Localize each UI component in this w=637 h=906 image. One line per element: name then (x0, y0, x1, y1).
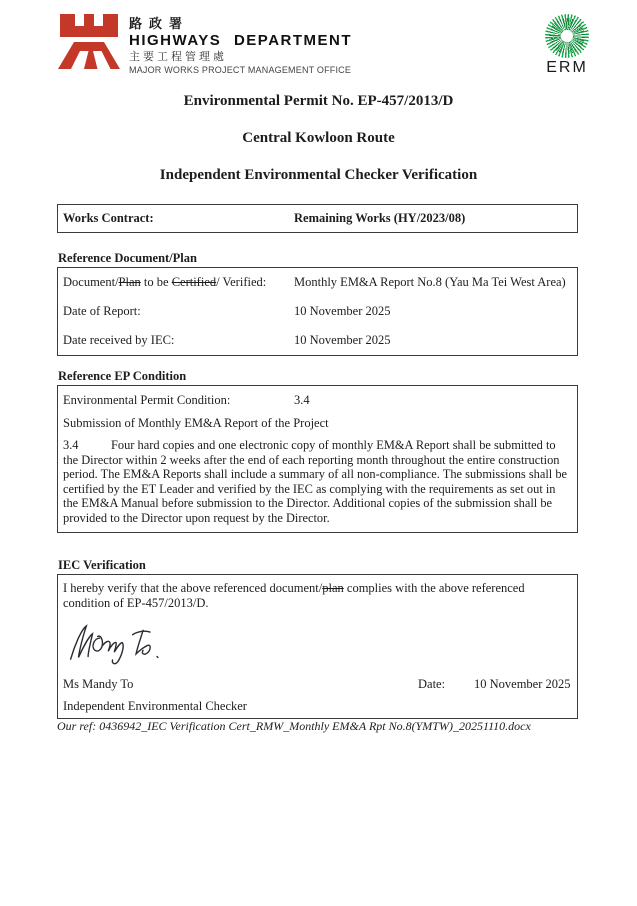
signatory-name: Ms Mandy To (63, 677, 134, 691)
document-title: Independent Environmental Checker Verification (159, 167, 478, 183)
verification-statement: I hereby verify that the above referenced document/plan complies with the above referenced condition of EP-457/2013/D. (63, 581, 525, 610)
date-value: 10 November 2025 (474, 677, 571, 691)
date-of-report-value: 10 November 2025 (294, 304, 391, 318)
date-of-report-row (58, 297, 577, 326)
date-of-report-label: Date of Report: (63, 304, 141, 318)
erm-starburst-icon (545, 14, 589, 58)
highways-department-block (58, 12, 352, 75)
agency-name-en: HIGHWAYS DEPARTMENT (129, 31, 353, 49)
reference-ep-condition-box (57, 385, 578, 533)
works-contract-label: Works Contract: (63, 211, 154, 225)
ep-condition-value: 3.4 (294, 393, 310, 407)
date-label: Date: (418, 677, 446, 691)
document-verified-label: Document/Plan to be Certified/ Verified: (63, 275, 267, 289)
date-received-label: Date received by IEC: (63, 333, 175, 347)
ep-clause-paragraph (58, 438, 577, 526)
signature-image (64, 619, 182, 667)
reference-document-box (57, 267, 578, 356)
date-received-value: 10 November 2025 (294, 333, 391, 347)
our-ref-line: Our ref: 0436942_IEC Verification Cert_RMW_Monthly EM&A Rpt No.8(YMTW)_20251110.docx (57, 719, 531, 733)
date-received-row (58, 326, 577, 355)
page-header (58, 12, 589, 77)
permit-title: Environmental Permit No. EP-457/2013/D (183, 93, 454, 109)
works-contract-box (57, 204, 578, 233)
iec-verification-heading: IEC Verification (58, 558, 146, 572)
project-title: Central Kowloon Route (242, 130, 395, 146)
reference-document-heading: Reference Document/Plan (58, 251, 197, 265)
ep-condition-label: Environmental Permit Condition: (63, 393, 231, 407)
office-name-en: MAJOR WORKS PROJECT MANAGEMENT OFFICE (129, 64, 352, 75)
struck-plan-text: Plan (118, 275, 141, 289)
erm-logo-block (545, 14, 589, 77)
works-contract-row (58, 205, 577, 231)
ep-condition-title: Submission of Monthly EM&A Report of the Project (63, 416, 329, 430)
iec-verification-box (57, 574, 578, 719)
document-verified-value: Monthly EM&A Report No.8 (Yau Ma Tei West Area) (294, 275, 566, 289)
highways-department-logo-icon (58, 12, 120, 70)
ep-clause-text: Four hard copies and one electronic copy of monthly EM&A Report shall be submitted to the Director within 2 weeks after the end of each reporting month throughout the entire construction period. The EM&A Reports shall include a summary of all non-compliance. The submissions shall be certified by the ET Leader and verified by the IEC as complying with the requirements as set out in the EM&A Manual before submission to the Director. Additional copies of the submission shall be provided to the Director upon request by the Director. (63, 438, 568, 525)
works-contract-value: Remaining Works (HY/2023/08) (294, 211, 466, 225)
document-verified-row (58, 268, 577, 297)
signatory-row (58, 677, 577, 692)
reference-ep-condition-heading: Reference EP Condition (58, 369, 187, 383)
erm-logo-text: ERM (546, 59, 588, 76)
ep-condition-row (58, 386, 577, 408)
struck-plan-text: plan (322, 581, 344, 595)
agency-name-zh: 路政署 (129, 16, 190, 31)
agency-name-block (129, 12, 352, 75)
signatory-title: Independent Environmental Checker (63, 699, 247, 713)
struck-certified-text: Certified (171, 275, 217, 289)
office-name-zh: 主要工程管理處 (129, 51, 227, 64)
ep-clause-number: 3.4 (63, 438, 79, 452)
